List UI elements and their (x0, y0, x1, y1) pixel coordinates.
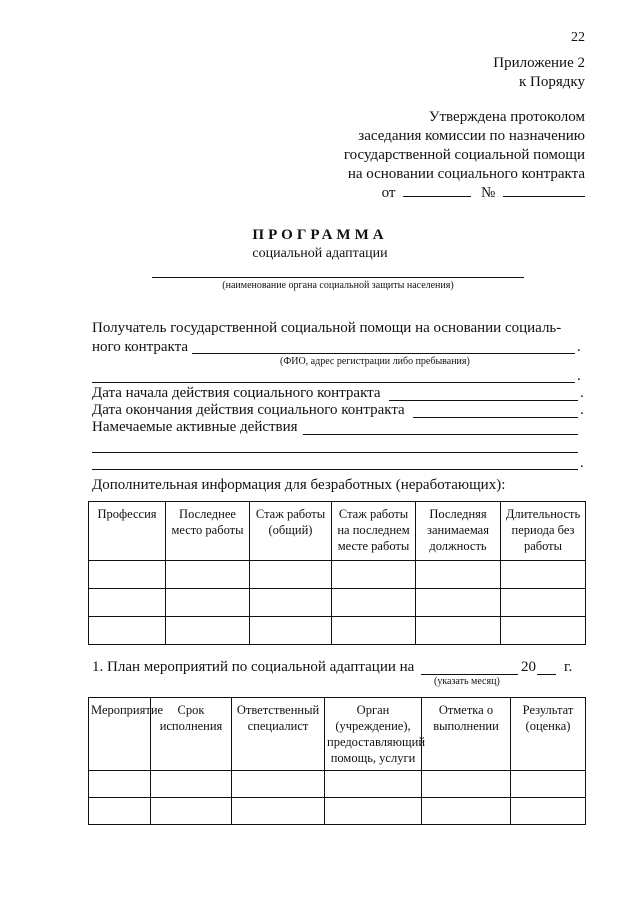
table-cell[interactable] (511, 771, 586, 798)
from-label: от (381, 185, 396, 201)
table-cell[interactable] (250, 617, 332, 645)
table-row (89, 617, 586, 645)
table-cell[interactable] (416, 589, 501, 617)
table-row (89, 589, 586, 617)
table-cell[interactable] (511, 798, 586, 825)
approval-from-line (344, 184, 585, 203)
page-number: 22 (571, 30, 585, 45)
approval-line: на основании социального контракта (347, 166, 585, 182)
table-cell[interactable] (151, 771, 232, 798)
table-cell[interactable] (166, 617, 250, 645)
column-header: Последнее место работы (166, 502, 250, 561)
table-row (89, 798, 586, 825)
table-cell[interactable] (501, 617, 586, 645)
plan-caption: (указать месяц) (434, 676, 500, 687)
table-cell[interactable] (89, 617, 166, 645)
table-cell[interactable] (332, 561, 416, 589)
recipient-name-line[interactable] (192, 353, 575, 354)
column-header: Отметка о выполнении (422, 698, 511, 771)
column-header: Результат (оценка) (511, 698, 586, 771)
column-header: Длительность периода без работы (501, 502, 586, 561)
table-cell[interactable] (416, 617, 501, 645)
column-header: Ответственный специалист (232, 698, 325, 771)
end-date-line[interactable] (413, 417, 578, 418)
table-cell[interactable] (89, 798, 151, 825)
table-cell[interactable] (89, 771, 151, 798)
dot: . (577, 368, 581, 384)
recipient-caption: (ФИО, адрес регистрации либо пребывания) (280, 356, 470, 367)
dot: . (577, 339, 581, 355)
column-header: Срок исполнения (151, 698, 232, 771)
table-cell[interactable] (332, 589, 416, 617)
table-header-row (89, 698, 586, 771)
recipient-line-2: ного контракта (92, 339, 188, 355)
approval-line: заседания комиссии по назначению (358, 128, 585, 144)
table-cell[interactable] (166, 561, 250, 589)
org-name-line[interactable] (152, 277, 524, 278)
table-cell[interactable] (416, 561, 501, 589)
dot: . (580, 402, 584, 418)
plan-year-line[interactable] (537, 674, 556, 675)
actions-line-3[interactable] (92, 469, 578, 470)
approval-line: государственной социальной помощи (343, 147, 585, 163)
table-cell[interactable] (89, 589, 166, 617)
number-label: № (480, 185, 496, 201)
table-cell[interactable] (232, 771, 325, 798)
actions-line-2[interactable] (92, 452, 578, 453)
plan-year-prefix: 20 (521, 659, 536, 675)
document-title: ПРОГРАММА (252, 227, 388, 243)
plan-heading: 1. План мероприятий по социальной адаптации на (92, 659, 415, 675)
table-row (89, 771, 586, 798)
column-header: Профессия (89, 502, 166, 561)
table-cell[interactable] (166, 589, 250, 617)
column-header: Орган (учреждение), предоставляющий помощь, услуги (325, 698, 422, 771)
recipient-line-1: Получатель государственной социальной помощи на основании социаль- (92, 320, 562, 336)
actions-label: Намечаемые активные действия (92, 419, 298, 435)
approval-block (344, 108, 585, 203)
document-subtitle: социальной адаптации (252, 246, 388, 261)
table-cell[interactable] (250, 561, 332, 589)
column-header: Последняя занимаемая должность (416, 502, 501, 561)
table-cell[interactable] (501, 589, 586, 617)
table-cell[interactable] (332, 617, 416, 645)
plan-table (88, 697, 586, 825)
dot: . (580, 385, 584, 401)
column-header: Мероприятие (89, 698, 151, 771)
org-caption: (наименование органа социальной защиты населения) (222, 280, 454, 291)
recipient-address-line[interactable] (92, 382, 575, 383)
dot: . (580, 455, 584, 471)
plan-year-suffix: г. (564, 659, 573, 675)
plan-month-line[interactable] (421, 674, 518, 675)
approval-line: Утверждена протоколом (428, 109, 585, 125)
table-cell[interactable] (422, 798, 511, 825)
unemployed-table (88, 501, 586, 645)
table-cell[interactable] (501, 561, 586, 589)
end-date-label: Дата окончания действия социального контракта (92, 402, 405, 418)
table-cell[interactable] (89, 561, 166, 589)
table-cell[interactable] (232, 798, 325, 825)
date-blank[interactable] (403, 195, 471, 197)
table-cell[interactable] (325, 798, 422, 825)
appendix-line-1: Приложение 2 (493, 55, 585, 71)
column-header: Стаж работы на последнем месте работы (332, 502, 416, 561)
table-cell[interactable] (422, 771, 511, 798)
start-date-label: Дата начала действия социального контракта (92, 385, 381, 401)
table-cell[interactable] (325, 771, 422, 798)
table-cell[interactable] (250, 589, 332, 617)
table-header-row (89, 502, 586, 561)
number-blank[interactable] (503, 195, 585, 197)
unemployed-heading: Дополнительная информация для безработных (неработающих): (92, 477, 506, 493)
column-header: Стаж работы (общий) (250, 502, 332, 561)
actions-line-1[interactable] (303, 434, 578, 435)
table-row (89, 561, 586, 589)
start-date-line[interactable] (389, 400, 578, 401)
table-cell[interactable] (151, 798, 232, 825)
appendix-line-2: к Порядку (519, 74, 585, 90)
